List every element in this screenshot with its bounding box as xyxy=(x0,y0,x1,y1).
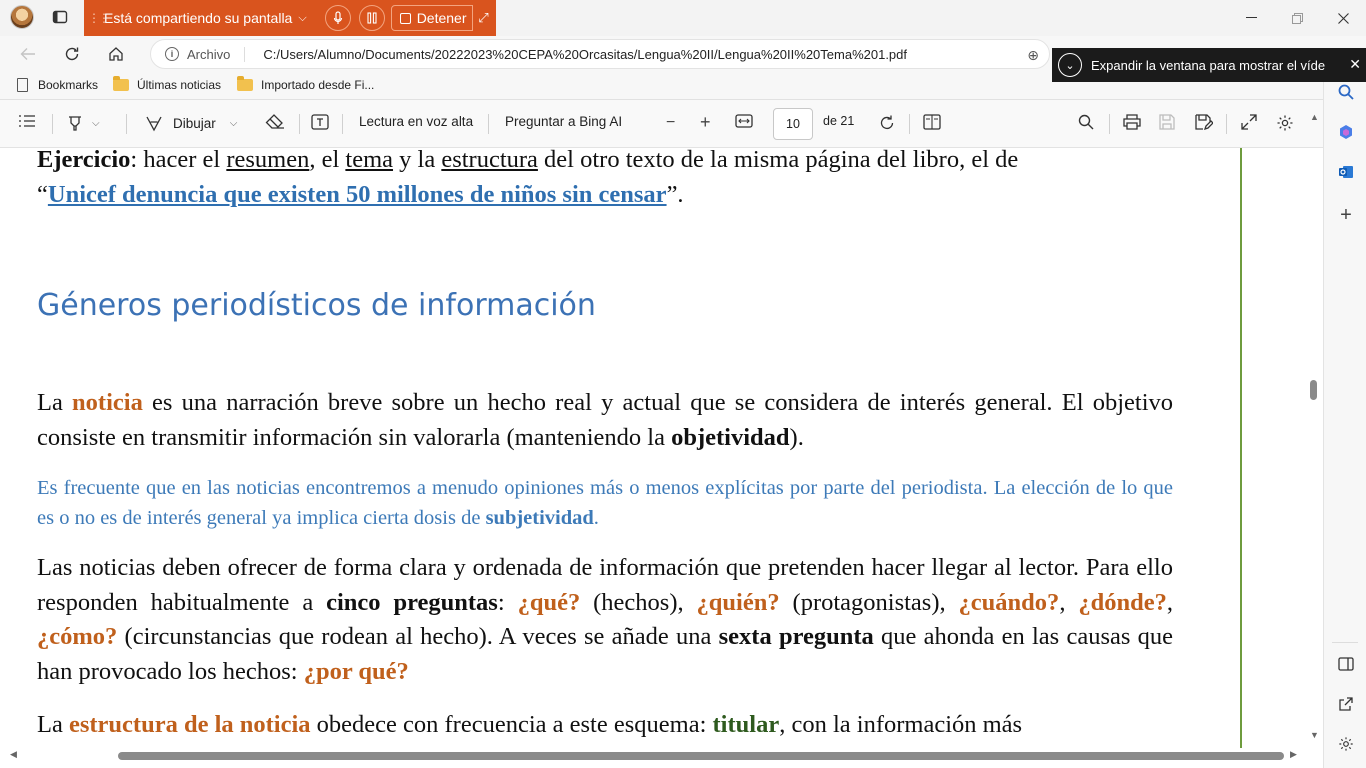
read-aloud-label: Lectura en voz alta xyxy=(359,114,474,129)
home-icon xyxy=(108,46,124,62)
text-span: La xyxy=(37,711,69,738)
address-bar[interactable] xyxy=(150,39,1050,69)
mic-button[interactable] xyxy=(325,5,351,31)
bookmark-label: Bookmarks xyxy=(38,78,99,92)
printer-icon xyxy=(1123,114,1141,130)
text-span: . xyxy=(593,507,599,529)
text-span: , xyxy=(1166,588,1173,616)
bookmark-item[interactable] xyxy=(237,78,374,92)
edge-sidebar xyxy=(1323,72,1366,768)
text-span: (circunstancias que rodean al hecho). A veces se añade una xyxy=(117,623,719,650)
text-span: , xyxy=(1059,588,1079,616)
expand-window-text: Expandir la ventana para mostrar el víde xyxy=(1091,57,1326,73)
exercise-lead: Ejercicio xyxy=(37,148,131,173)
text-span: La xyxy=(37,389,73,416)
zoom-in-button[interactable] xyxy=(700,112,711,133)
pause-button[interactable] xyxy=(359,5,385,31)
bold-term: sexta pregunta xyxy=(718,623,874,650)
sidebar-settings-button[interactable] xyxy=(1336,734,1356,754)
highlight-term: ¿por qué? xyxy=(303,657,409,685)
rotate-icon xyxy=(878,114,896,132)
scroll-left-icon[interactable]: ◀ xyxy=(10,749,17,759)
fit-width-icon xyxy=(735,114,753,128)
highlighter-icon xyxy=(66,114,84,132)
text-box-icon xyxy=(311,114,329,130)
minimize-button[interactable] xyxy=(1228,0,1274,36)
text-span: “ xyxy=(37,180,48,208)
text-span: (protagonistas), xyxy=(779,588,959,616)
add-sidebar-app-button[interactable] xyxy=(1336,205,1356,225)
highlight-term: ¿dónde? xyxy=(1078,588,1167,616)
chevron-down-icon[interactable]: ⌵ xyxy=(229,117,238,129)
horizontal-scrollbar[interactable] xyxy=(0,748,1323,768)
text-span: Es frecuente que en las noticias encontremos a menudo opiniones más o menos explícitas por parte del periodista. La elección de lo que es o no es de interés general ya implica cierta dosis de xyxy=(37,477,1173,529)
text-span: Las noticias deben ofrecer de forma clara y ordenada de información que pretenden hacer llegar al lector. Para ello responden habitualmente a xyxy=(37,554,1173,616)
bold-term: cinco preguntas xyxy=(326,588,498,616)
restore-icon xyxy=(1292,13,1303,24)
highlight-term: estructura de la noticia xyxy=(68,711,311,738)
highlight-button[interactable] xyxy=(66,114,100,132)
page-border xyxy=(1240,148,1242,748)
bookmark-label: Importado desde Fi... xyxy=(261,78,375,92)
print-button[interactable] xyxy=(1123,114,1141,130)
close-icon xyxy=(1338,13,1349,24)
questions-paragraph xyxy=(37,551,1173,689)
search-icon xyxy=(1078,114,1094,130)
profile-avatar[interactable] xyxy=(10,5,34,29)
scroll-up-icon[interactable]: ▲ xyxy=(1310,112,1319,122)
highlight-term: ¿cuándo? xyxy=(958,588,1060,616)
share-expand-icon[interactable]: ⤢ xyxy=(472,5,494,31)
text-span: tema xyxy=(345,148,394,173)
text-span: ”. xyxy=(666,180,684,208)
bookmark-label: Últimas noticias xyxy=(137,78,222,92)
bookmark-item[interactable] xyxy=(17,78,98,92)
microphone-icon xyxy=(333,11,343,25)
bold-term: subjetividad xyxy=(485,507,594,529)
highlight-term: ¿cómo? xyxy=(37,623,118,650)
pdf-page xyxy=(0,148,1305,748)
add-text-button[interactable] xyxy=(311,114,329,130)
page-view-button[interactable] xyxy=(923,114,941,130)
fit-width-button[interactable] xyxy=(735,114,753,128)
page-total-label: de 21 xyxy=(823,114,855,128)
text-span: y la xyxy=(393,148,442,173)
pen-icon xyxy=(145,114,163,132)
info-icon[interactable]: i xyxy=(165,47,179,61)
save-icon xyxy=(1159,114,1175,130)
stop-sharing-button[interactable] xyxy=(391,5,476,31)
bookmark-item[interactable] xyxy=(113,78,221,92)
screen-share-bar xyxy=(84,0,496,36)
erase-button[interactable] xyxy=(265,114,285,130)
structure-paragraph xyxy=(37,708,1173,743)
highlight-term: titular xyxy=(712,711,780,738)
scheme-label: Archivo xyxy=(187,47,245,62)
exercise-paragraph xyxy=(37,148,1173,212)
external-link-icon xyxy=(1339,697,1353,711)
back-arrow-icon xyxy=(20,47,36,61)
rotate-button[interactable] xyxy=(878,114,896,132)
subjectivity-paragraph xyxy=(37,473,1173,533)
folder-icon xyxy=(113,79,129,91)
gear-icon xyxy=(1338,736,1354,752)
plus-icon: + xyxy=(700,112,711,132)
restore-button[interactable] xyxy=(1274,0,1320,36)
draw-label: Dibujar xyxy=(173,115,216,131)
text-span: : xyxy=(497,588,518,616)
chevron-down-icon[interactable]: ⌵ xyxy=(92,117,100,129)
highlight-term: ¿qué? xyxy=(517,588,581,616)
article-link[interactable]: Unicef denuncia que existen 50 millones de niños sin censar xyxy=(47,180,667,208)
text-span: estructura xyxy=(441,148,538,173)
title-bar xyxy=(0,0,1366,36)
settings-button[interactable] xyxy=(1276,114,1294,132)
copilot-icon xyxy=(1338,124,1354,140)
highlight-term: noticia xyxy=(72,389,143,416)
find-button[interactable] xyxy=(1078,114,1094,130)
save-as-icon xyxy=(1195,114,1213,130)
read-aloud-button[interactable] xyxy=(359,114,473,129)
bold-term: objetividad xyxy=(671,423,790,451)
open-external-button[interactable] xyxy=(1336,694,1356,714)
copilot-button[interactable] xyxy=(1336,122,1356,142)
eraser-icon xyxy=(265,114,285,130)
url-text[interactable]: C:/Users/Alumno/Documents/20222023%20CEPA%20Orcasitas/Lengua%20II/Lengua%20II%20Tema%201.pdf xyxy=(263,46,908,62)
pdf-toolbar xyxy=(0,100,1323,148)
gear-icon xyxy=(1276,114,1294,132)
screen-share-text[interactable]: Está compartiendo su pantalla xyxy=(104,10,293,26)
sidebar-layout-icon xyxy=(1338,657,1354,671)
minimize-icon xyxy=(1246,17,1257,19)
outlook-button[interactable] xyxy=(1336,162,1356,182)
vertical-scroll-thumb[interactable] xyxy=(1310,380,1317,400)
save-button[interactable] xyxy=(1159,114,1175,130)
search-icon xyxy=(1338,84,1354,100)
back-button[interactable] xyxy=(16,42,40,66)
stop-icon xyxy=(400,13,411,24)
horizontal-scroll-thumb[interactable] xyxy=(118,752,1284,760)
text-span: es una narración breve sobre un hecho real y actual que se considera de interés general. El objetivo consiste en transmitir información sin valorarla (manteniendo la xyxy=(37,389,1173,451)
home-button[interactable] xyxy=(104,42,128,66)
text-span: obedece con frecuencia a este esquema: xyxy=(310,711,713,738)
scroll-down-icon[interactable]: ▼ xyxy=(1310,730,1319,740)
folder-icon xyxy=(237,79,253,91)
outlook-icon xyxy=(1338,164,1354,180)
zoom-icon[interactable]: ⊕ xyxy=(1027,47,1039,63)
noticia-paragraph xyxy=(37,386,1173,455)
expand-icon xyxy=(1241,114,1257,130)
section-heading: Géneros periodísticos de información xyxy=(37,288,596,323)
refresh-icon xyxy=(64,46,80,62)
chevron-down-icon[interactable]: ⌄ xyxy=(1058,53,1082,77)
refresh-button[interactable] xyxy=(60,42,84,66)
two-page-icon xyxy=(923,114,941,130)
contents-button[interactable] xyxy=(18,114,36,128)
close-icon[interactable]: ✕ xyxy=(1349,56,1361,72)
page-total xyxy=(823,114,854,128)
chevron-down-icon[interactable]: ⌵ xyxy=(298,11,307,24)
fullscreen-button[interactable] xyxy=(1241,114,1257,130)
draw-button[interactable] xyxy=(145,114,237,132)
split-screen-button[interactable] xyxy=(1336,654,1356,674)
save-as-button[interactable] xyxy=(1195,114,1213,130)
text-span: ). xyxy=(789,423,804,451)
highlight-term: ¿quién? xyxy=(696,588,780,616)
text-span: (hechos), xyxy=(580,588,697,616)
page-number-input[interactable]: 10 xyxy=(773,108,813,140)
text-span: , el xyxy=(309,148,346,173)
expand-window-popup[interactable] xyxy=(1052,48,1366,82)
pause-icon xyxy=(367,12,377,24)
search-sidebar-button[interactable] xyxy=(1336,82,1356,102)
book-icon xyxy=(17,78,28,92)
text-span: resumen xyxy=(226,148,310,173)
plus-icon: + xyxy=(1340,203,1352,226)
ask-bing-label: Preguntar a Bing AI xyxy=(505,114,623,129)
close-window-button[interactable] xyxy=(1320,0,1366,36)
scroll-right-icon[interactable]: ▶ xyxy=(1290,749,1297,759)
text-span: que ahonda en las causas que han provocado los hechos: xyxy=(37,623,1173,685)
minus-icon: − xyxy=(666,114,676,131)
drag-handle-icon[interactable]: ⋮⋮ xyxy=(88,11,108,25)
table-of-contents-icon xyxy=(18,114,36,128)
text-span: , con la información más xyxy=(779,711,1023,738)
tab-actions-icon[interactable] xyxy=(52,9,68,25)
text-span: : hacer el xyxy=(130,148,227,173)
text-span: del otro texto de la misma página del libro, el de xyxy=(537,148,1019,173)
ask-bing-button[interactable] xyxy=(505,114,622,129)
zoom-out-button[interactable] xyxy=(666,114,675,132)
stop-sharing-label: Detener xyxy=(416,10,467,26)
vertical-scrollbar[interactable] xyxy=(1305,112,1323,748)
